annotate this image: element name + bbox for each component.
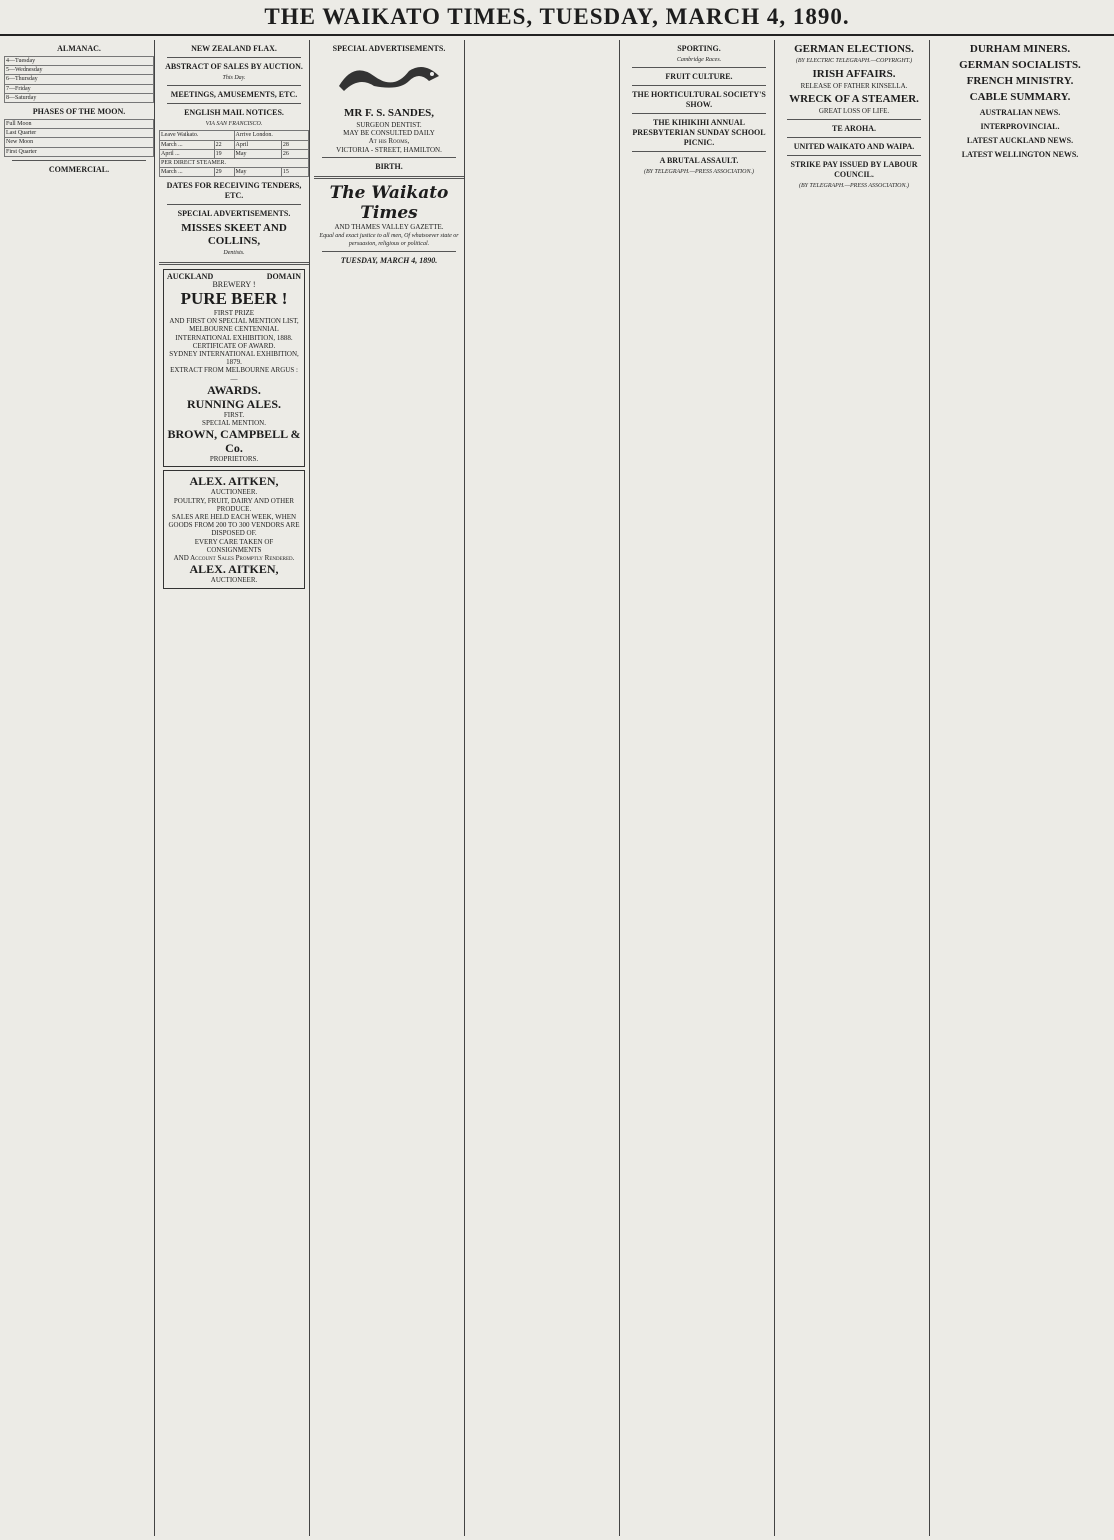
paper-subtitle: AND THAMES VALLEY GAZETTE. — [334, 222, 444, 231]
sandes-name: MR F. S. SANDES, — [343, 107, 435, 119]
australian-news-heading: AUSTRALIAN NEWS. — [979, 108, 1061, 117]
moon-row: Last Quarter — [5, 129, 154, 138]
paper-motto: Equal and exact justice to all men, Of whatsoever state or persuasion, religious or political. — [319, 233, 459, 248]
brutal-assault-heading: A BRUTAL ASSAULT. — [659, 156, 739, 166]
almanac-heading: ALMANAC. — [57, 44, 101, 53]
german-elections-heading: GERMAN ELECTIONS. — [794, 43, 914, 55]
sandes-consult: MAY BE CONSULTED DAILY — [343, 129, 435, 138]
sales-every-line: SALES ARE HELD EACH WEEK, WHEN GOODS FROM 200 TO 300 VENDORS ARE DISPOSED OF. — [168, 513, 300, 538]
moon-row: First Quarter — [5, 147, 154, 156]
mail-col-header: Leave Waikato. — [160, 131, 235, 140]
mail-cell: 15 — [281, 168, 308, 177]
tenders-heading: DATES FOR RECEIVING TENDERS, ETC. — [166, 181, 302, 201]
mail-cell: March ... — [160, 140, 215, 149]
durham-miners-heading: DURHAM MINERS. — [969, 43, 1071, 55]
aitken-ad — [163, 470, 305, 588]
special-ads-heading: SPECIAL ADVERTISEMENTS. — [332, 44, 446, 53]
german-socialists-heading: GERMAN SOCIALISTS. — [959, 59, 1081, 71]
paper-logo: The Waikato Times — [329, 182, 449, 223]
dentists-sub: Dentists. — [223, 250, 245, 257]
abstract-heading: ABSTRACT OF SALES BY AUCTION. — [165, 62, 303, 71]
column-6 — [779, 40, 930, 1536]
interprovincial-heading: INTERPROVINCIAL. — [980, 122, 1060, 131]
column-3 — [314, 40, 465, 1536]
certificate-line: CERTIFICATE OF AWARD. — [192, 341, 276, 350]
aitken-signature-title: AUCTIONEER. — [210, 576, 258, 585]
masthead: THE WAIKATO TIMES, TUESDAY, MARCH 4, 1890. — [0, 4, 1114, 36]
date-line: TUESDAY, MARCH 4, 1890. — [340, 256, 438, 266]
moon-heading: PHASES OF THE MOON. — [32, 107, 126, 117]
mail-cell: April ... — [160, 149, 215, 158]
sporting-heading: SPORTING. — [677, 44, 721, 53]
german-elections-sub: (BY ELECTRIC TELEGRAPH.—COPYRIGHT.) — [795, 58, 913, 64]
abstract-subheading: This Day. — [222, 75, 246, 81]
column-1 — [4, 40, 155, 1536]
french-ministry-heading: FRENCH MINISTRY. — [966, 75, 1074, 87]
almanac-row: 5—Wednesday — [5, 66, 154, 75]
exhibition-line-1: AND FIRST ON SPECIAL MENTION LIST, — [169, 317, 299, 326]
mail-cell: April — [234, 140, 281, 149]
united-waikato-heading: UNITED WAIKATO AND WAIPA. — [793, 141, 915, 151]
first-heading: FIRST. — [223, 410, 245, 419]
special-ads-heading: SPECIAL ADVERTISEMENTS. — [177, 209, 291, 219]
extract-line: EXTRACT FROM MELBOURNE ARGUS :— — [170, 366, 298, 383]
irish-affairs-sub: RELEASE OF FATHER KINSELLA. — [800, 82, 908, 91]
wreck-heading: WRECK OF A STEAMER. — [789, 93, 919, 106]
horticultural-heading: THE HORTICULTURAL SOCIETY'S SHOW. — [632, 90, 766, 110]
almanac-row: 8—Saturday — [5, 93, 154, 102]
flax-heading: NEW ZEALAND FLAX. — [191, 44, 277, 53]
strike-pay-sub: (BY TELEGRAPH.—PRESS ASSOCIATION.) — [799, 182, 909, 189]
moon-row: New Moon — [5, 138, 154, 147]
commercial-heading: COMMERCIAL. — [48, 164, 110, 174]
dragon-illustration — [314, 56, 464, 104]
sandes-street: VICTORIA - STREET, HAMILTON. — [336, 145, 442, 154]
cable-summary-heading: CABLE SUMMARY. — [969, 91, 1071, 103]
birth-heading: BIRTH. — [375, 161, 403, 171]
aitken-title: AUCTIONEER. — [210, 488, 258, 497]
columns — [4, 40, 1110, 1536]
pure-beer-heading: PURE BEER ! — [180, 289, 288, 309]
mail-heading: ENGLISH MAIL NOTICES. — [184, 108, 284, 118]
mail-cell: 26 — [281, 149, 308, 158]
first-prize: FIRST PRIZE — [213, 309, 255, 318]
column-2 — [159, 40, 310, 1536]
column-7 — [934, 40, 1106, 1536]
special-mention-heading: SPECIAL MENTION. — [202, 419, 266, 428]
mail-cell: March ... — [160, 168, 215, 177]
mail-subheading: VIA SAN FRANCISCO. — [205, 121, 263, 128]
mail-cell: May — [234, 168, 281, 177]
brown-campbell-name: BROWN, CAMPBELL & Co. — [167, 427, 301, 456]
mail-table — [159, 130, 309, 177]
brewery-left: AUCKLAND — [167, 271, 214, 281]
almanac-table — [4, 56, 154, 103]
latest-wellington-heading: LATEST WELLINGTON NEWS. — [961, 150, 1079, 159]
wreck-sub: GREAT LOSS OF LIFE. — [818, 107, 890, 116]
poultry-line: POULTRY, FRUIT, DAIRY AND OTHER PRODUCE. — [173, 496, 295, 513]
proprietors-line: PROPRIETORS. — [209, 455, 259, 464]
column-5 — [624, 40, 775, 1536]
account-sales-line: AND Account Sales Promptly Rendered. — [173, 554, 295, 563]
mail-cell: 29 — [214, 168, 234, 177]
brutal-assault-sub: (BY TELEGRAPH.—PRESS ASSOCIATION.) — [644, 169, 754, 176]
moon-table — [4, 119, 154, 157]
mail-col-header: Arrive London. — [234, 131, 308, 140]
running-ales-heading: RUNNING ALES. — [186, 396, 282, 411]
te-aroha-heading: TE AROHA. — [831, 123, 876, 133]
dentists-heading: MISSES SKEET AND COLLINS, — [181, 222, 287, 248]
brewery-right: DOMAIN — [266, 271, 301, 281]
mail-cell: 19 — [214, 149, 234, 158]
latest-auckland-heading: LATEST AUCKLAND NEWS. — [966, 136, 1074, 145]
picnic-heading: THE KIHIKIHI ANNUAL PRESBYTERIAN SUNDAY SCHOOL PICNIC. — [632, 118, 766, 148]
brewery-ad — [163, 269, 305, 468]
sandes-address: At his Rooms, — [368, 137, 410, 146]
mail-cell: 22 — [214, 140, 234, 149]
mail-cell: 28 — [281, 140, 308, 149]
almanac-row: 6—Thursday — [5, 75, 154, 84]
awards-heading: AWARDS. — [207, 382, 261, 397]
cambridge-subheading: Cambridge Races. — [676, 57, 722, 63]
fruit-culture-heading: FRUIT CULTURE. — [665, 72, 733, 82]
irish-affairs-heading: IRISH AFFAIRS. — [812, 68, 896, 81]
strike-pay-heading: STRIKE PAY ISSUED BY LABOUR COUNCIL. — [790, 159, 918, 179]
almanac-row: 7—Friday — [5, 84, 154, 93]
dragon-icon — [334, 56, 444, 96]
sandes-title: SURGEON DENTIST. — [356, 121, 422, 129]
brewery-name: BREWERY ! — [212, 279, 256, 289]
exhibition-line-2: MELBOURNE CENTENNIAL INTERNATIONAL EXHIBITION, 1888. — [175, 325, 293, 342]
moon-row: Full Moon — [5, 120, 154, 129]
aitken-name: ALEX. AITKEN, — [189, 474, 279, 489]
care-taken-line: EVERY CARE TAKEN OF CONSIGNMENTS — [194, 537, 274, 554]
column-4 — [469, 40, 620, 1536]
aitken-signature: ALEX. AITKEN, — [189, 562, 279, 577]
mail-cell: May — [234, 149, 281, 158]
meetings-heading: MEETINGS, AMUSEMENTS, ETC. — [170, 90, 298, 100]
mail-subheading-2: PER DIRECT STEAMER. — [160, 159, 309, 168]
sydney-line: SYDNEY INTERNATIONAL EXHIBITION, 1879. — [169, 350, 299, 367]
almanac-row: 4—Tuesday — [5, 57, 154, 66]
